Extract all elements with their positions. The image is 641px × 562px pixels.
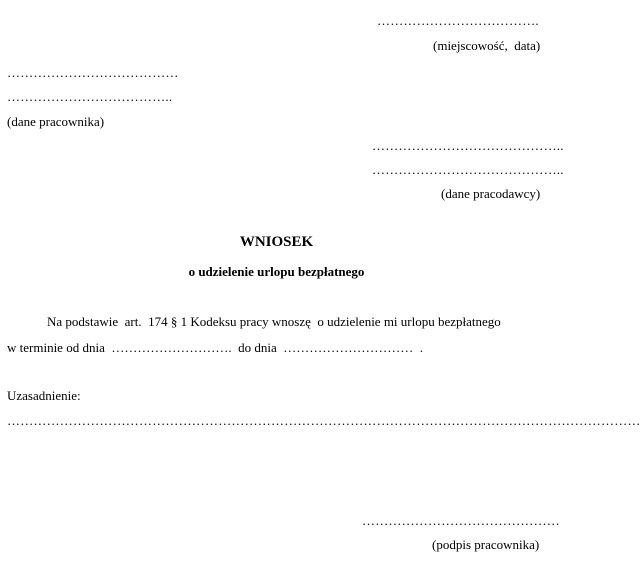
signature-line: ……………………………………… — [362, 513, 560, 528]
employee-label: (dane pracownika) — [7, 114, 105, 129]
document-title: WNIOSEK — [239, 234, 314, 250]
employer-label: (dane pracodawcy) — [441, 186, 541, 201]
employer-line-2: …………………………………….. — [372, 162, 564, 177]
request-paragraph-line-1: Na podstawie art. 174 § 1 Kodeksu pracy wnoszę o udzielenie mi urlopu bezpłatnego — [47, 314, 501, 329]
employer-line-1: …………………………………….. — [372, 138, 564, 153]
justification-line: ……………………………………………………………………………………………………………………………… — [7, 413, 641, 428]
employee-line-2: ……………………………….. — [7, 89, 173, 104]
justification-label: Uzasadnienie: — [7, 388, 81, 403]
request-paragraph-line-2: w terminie od dnia ………………………. do dnia ………………………… . — [7, 340, 423, 355]
employee-line-1: ………………………………… — [7, 65, 179, 80]
place-date-label: (miejscowość, data) — [433, 38, 541, 53]
signature-label: (podpis pracownika) — [432, 537, 540, 552]
document-subtitle: o udzielenie urlopu bezpłatnego — [188, 264, 365, 279]
place-date-line: ………………………………. — [377, 13, 539, 28]
